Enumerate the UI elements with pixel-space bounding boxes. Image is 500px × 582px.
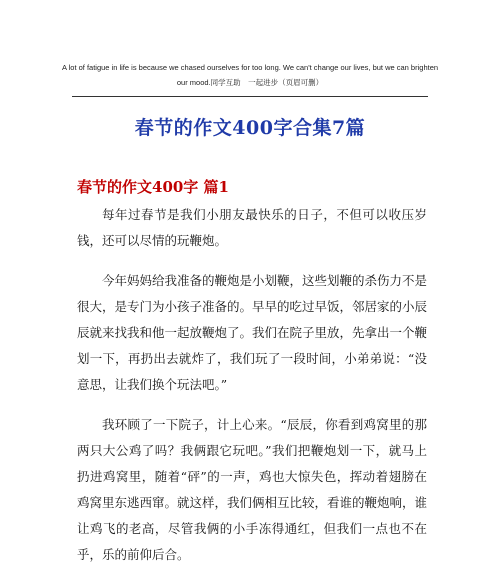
paragraph: 我环顾了一下院子，计上心来。“辰辰，你看到鸡窝里的那两只大公鸡了吗？我俩跟它玩吧。”我们把鞭炮划一下，就马上扔进鸡窝里，随着“砰”的一声，鸡也大惊失色，挥动着翅膀在鸡窝里东逃西窜。就这样，我们俩相互比较，看谁的鞭炮响，谁让鸡飞的老高，尽管我俩的小手冻得通红，但我们一点也不在乎，乐的前仰后合。	[77, 417, 428, 562]
header-line-2: our mood.同学互助 一起进步（页眉可删）	[176, 78, 324, 87]
paragraph: 今年妈妈给我准备的鞭炮是小划鞭，这些划鞭的杀伤力不是很大，是专门为小孩子准备的。早早的吃过早饭，邻居家的小辰辰就来找我和他一起放鞭炮了。我们在院子里放，先拿出一个鞭划一下，再扔出去就炸了，我们玩了一段时间，小弟弟说：“没意思，让我们换个玩法吧。”	[77, 273, 428, 392]
page-header	[60, 60, 440, 90]
document-title: 春节的作文400字合集7篇	[134, 117, 366, 139]
paragraph: 每年过春节是我们小朋友最快乐的日子，不但可以收压岁钱，还可以尽情的玩鞭炮。	[77, 207, 427, 248]
header-divider	[72, 96, 428, 97]
header-line-1: A lot of fatigue in life is because we chased ourselves for too long. We can't change our lives, but we can brighten	[61, 63, 439, 72]
section-heading: 春节的作文400字 篇1	[77, 178, 229, 196]
document-body	[77, 202, 427, 582]
